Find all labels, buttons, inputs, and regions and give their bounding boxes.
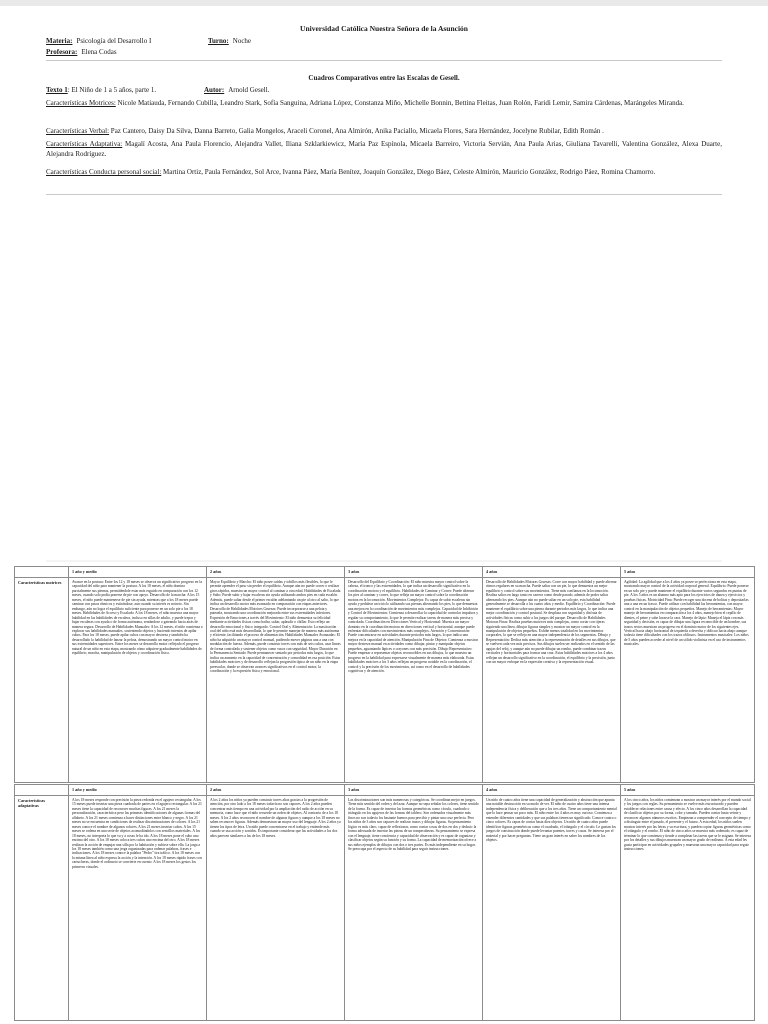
turno-value: Noche: [232, 37, 252, 45]
table-header-cell: 1 año y medio: [69, 567, 207, 578]
profesora-line: [46, 48, 117, 56]
divider: [46, 194, 722, 195]
table-header-row: [15, 567, 755, 578]
table-header-cell: 3 años: [345, 567, 483, 578]
group-label: Características Motrices:: [46, 99, 116, 107]
table-cell: [69, 796, 207, 1021]
group-names: Paz Cantero, Daisy Da Silva, Danna Barreto, Galia Mongelos, Araceli Coronel, Ana Almirón, Anika Paciallo, Micaela Flores, Sara Hernández, Jocelyne Rubilar, Edith Román .: [110, 127, 604, 135]
table-header-row: [15, 785, 755, 796]
cell-text: A los 18 meses responde con precisión la pieza redonda en el agujero rectangular. A los 15 meses puede insertar una pieza cuadrada de partes en el agujero rectangular. A los 21 meses tiene la capacidad de reconocer muchas figuras. A los 21 meses la personalización, característica pero las primeras identificaciones de algunas formas del alfabeto. A los 21 meses comienza a hacer distinciones entre blanco y negro. A los 21 meses no se encuentra en condiciones de realizar discriminaciones de colores. A los 21 meses conoce el nombre de algunos colores. A los 21 meses insertar cubos. A los 15 meses se ordena en una serie de objetos acomodándolos con sencillos materiales. A los 18 meses, no interpreta lo que va y a cosas le ha ido. A los 18 meses pone el cubo uno encima del otro. A los 18 meses coloca tres cubos uno encima del otro. A los 18 meses realizan la acción de empujar una silla por la habitación y subirse sobre ella. La jarga a los 18 meses también como una jerga organizadas para ordenar palabras, frases e indicaciones. A los 18 meses conoce la palabra "Pedro" tira tráfico. A los 18 meses con la misma línea al niño expresa la acción y la intención. A los 18 meses rápido frases con cartucheras, donde el ordinario se convierte en cuento. A los 18 meses los gestos los primeros visuales.: [72, 798, 202, 869]
cell-text: A los 2 años los niños ya pueden construir torres altas gracias a la progresión de atención, por otro lado a los 18 meses todavía no son capaces. A los 2 años pueden concentrar más tiempo en una actividad por la ampliación del radio de acción en su memoria, como hace que el niño recuerde un orden de objetos. Al contrario de a los 18 meses. A los 2 años reconocen el nombre de algunas figuras y aunque a los 18 meses no saben reconocer figuras. Además demuestran un mayor uso del lenguaje. A los 2 años ya tienen los tipos de letra. Un niño puede concentrarse en el trabajo y entiende más cuando se usa acción y sonidos. Es importante considerar que las actividades a los dos años parecen similares a las de los 18 meses.: [210, 798, 341, 838]
table-cell: [483, 796, 621, 1021]
materia-label: Materia:: [46, 37, 73, 45]
table-cell: [345, 796, 483, 1021]
table-header-cell: 4 años: [483, 567, 621, 578]
profesora-label: Profesora:: [46, 48, 78, 56]
table-header-cell: 5 años: [621, 567, 755, 578]
table-header-cell: 3 años: [345, 785, 483, 796]
group-label: Características Conducta personal social:: [46, 168, 162, 176]
cell-text: Desarrollo del Equilibrio y Coordinación: El niño muestra mayor control sobre la cabeza, el tronco y las extremidades, lo que indica un desarrollo significativo en la coordinación motora y el equilibrio. Habilidades de Caminar y Correr: Puede alternar los pies al caminar y correr, lo que refleja un mayor control sobre la coordinación motora en la locomoción. Movimientos Complejos: Es capaz de subir escaleras sin ayuda y pedalear un triciclo utilizando sus piernas alternando los pies, lo que demuestra una mejora en la coordinación de movimientos más complejos. Capacidad de Inhibición y Control de Movimientos: Comienza a desarrollar la capacidad de controlar impulsos y regular su comportamiento, lo que le permite realizar tareas de manera más precisa y controlada. Coordinación en Direcciones Vertical y Horizontal: Muestra un mayor dominio en la coordinación motora en direcciones vertical y horizontal, aunque puede enfrentar dificultades con movimientos más complejos. Atención y Concentración: Puede concentrarse en actividades durante periodos más largos, lo que indica una mejora en la capacidad de atención. Manipulación Fina de Objetos: Comienza a mostrar mayor destreza manual en actividades como dibujar, pintar y manipular objetos pequeños, aguantando lápices o crayones con más precisión. Dibujo Representativo: Puede empezar a representar objetos reconocibles en sus dibujos, lo que muestra un progreso en la habilidad para expresarse visualmente de manera más elaborada. Estas habilidades motrices a los 3 años reflejan un progreso notable en la coordinación, el control y la precisión de los movimientos, así como en el desarrollo de habilidades cognitivas y de atención.: [348, 580, 479, 674]
group-paragraph-verbal: [46, 127, 722, 137]
group-names: Martina Ortiz, Paula Fernández, Sol Arce, Ivanna Páez, María Benítez, Joaquín González, Diego Báez, Celeste Almirón, Mauricio González, Rodrigo Páez, Romina Chamorro.: [163, 168, 656, 176]
group-names: Magalí Acosta, Ana Paula Florencio, Alejandra Vallet, Iliana Szklarkiewicz, María Paz Espínola, Micaela Barreiro, Victoria Servián, Ana Paula Arias, Giuliana Tavarelli, Valentina González, Alexa Duarte, Alejandra Rodríguez.: [46, 140, 722, 158]
group-paragraph-adaptativa: [46, 140, 722, 159]
texto-label: Texto 1: [46, 86, 68, 94]
autor-label: Autor:: [204, 86, 225, 94]
profesora-value: Elena Codas: [81, 48, 117, 56]
table-header-cell: [15, 785, 69, 796]
page-top-bar: [0, 0, 768, 6]
table-header-cell: 4 años: [483, 785, 621, 796]
document-title: Cuadros Comparativos entre las Escalas de Gesell.: [308, 74, 460, 82]
group-label: Características Verbal:: [46, 127, 110, 135]
table-cell: [207, 796, 345, 1021]
comparison-table-motrices: [14, 566, 755, 783]
table-header-cell: 2 años: [207, 567, 345, 578]
turno-label: Turno:: [208, 37, 229, 45]
row-label: Características motrices: [15, 578, 69, 783]
materia-line: [46, 37, 151, 45]
page-gap: [46, 560, 722, 562]
row-label: Características adaptativas: [15, 796, 69, 1021]
table-cell: [345, 578, 483, 783]
divider: [46, 60, 722, 61]
table-cell: [621, 796, 755, 1021]
table-header-cell: 5 años: [621, 785, 755, 796]
cell-text: Mayor Equilibrio y Marcha: El niño posee caídas y tobillos más flexibles, lo que le permite aprender el paso sin perder el equilibrio. Aunque aún no puede correr o realizar giros rápidos, muestra un mayor control al caminar a otra edad. Habilidades de Escalada y Salto: Puede subir y bajar escaleras sin ayuda utilizando ambos pies en cada escalón. Además, puede saltar desde el primer escalón adelantando un pie al otro al salto, lo que indica un desarrollo motor más avanzado en comparación con etapas anteriores. Desarrollo de Habilidades Motrices Gruesas: Puede incorporarse a una pelota y pateaela, mostrando una coordinación mejorada entre sus extremidades inferiores. Expresión de Emociones a través del Movimiento: El niño demuestra su felicidad mediante actividades físicas como bailar, saltar, aplaudir o chillar. Esto refleja un desarrollo emocional y físico integrado. Control Oral y Alimentación: La masticación oral del niño está más desarrollada, lo que le permite manejar de manera más autónoma y eficiente, facilitando el proceso de alimentación. Habilidades Manuales Avanzadas: El niño ha adquirido un mayor control manual, pudiendo mover páginas una a una con modulación de fuerza. Además, puede construir torres con más de seis cubos, usar líneas de forma controlada y sostener objetos como vasos con seguridad. Mayor Duración en la Permanencia Sentado: Puede permanecer sentado por periodos más largos, lo que indica un aumento en la capacidad de concentración y comodidad en esa posición. Estas habilidades motrices y de desarrollo reflejan la progresión típica de un niño en la etapa preescolar, donde se observan avances significativos en el control motor, la coordinación y la expresión física y emocional.: [210, 580, 341, 674]
cell-text: Avance en la postura: Entre los 12 y 18 meses se observa un significativo progreso en la capacidad del niño para mantener la postura. A los 18 meses, el niño domina parcialmente sus piernas, permitiéndole estar más erguido en comparación con los 12 meses, cuando solo podía ponerse de pie con apoyo. Desarrollo de la marcha: A los 15 meses, el niño puede mantenerse de pie sin ayuda, mientras que a los 18 meses puede caminar con pasos rítmicos y estirándose, aun cuando su interés es notorio. Sin embargo, aún no logra el equilibrio suficiente para ponerse en un solo pie a los 18 meses. Habilidades de Acceso y Escalado: A los 18 meses, el niño muestra una mayor habilidad en las habilidades de escalera, incluso en sillas de adulto, y puede trepar y bajar escaleras con ayuda o de forma autónoma, sentándose o gateando hacia atrás de manera segura. Desarrollo de Habilidades Manuales: A los 12 meses, el niño comienza a explorar sus habilidades manuales, sosteniendo objetos y haciendo intentos de apilar cubos. Para los 18 meses, puede apilar cubos con mayor destreza y también ha desarrollado la habilidad de lanzar la pelota, demostrando un mayor control motor en sus extremidades superiores. Entre los meses se desarrolla motor reflejado el progreso natural de un niño en esta etapa, mostrando cómo adquiere gradualmente habilidades de equilibrio, marcha, manipulación de objetos y coordinación física.: [72, 580, 203, 656]
cell-text: Un niño de cuatro años tiene una capacidad de generalización y abstracción que apunta una notable destrucción en su modo de ver. El niño de cuatro años tiene una intensa independencia física y deliberación que a los tres años. Tiene un comportamiento mental que lo hace pensar un poco más. El niño entre los 4 años es muy curioso. Comienza a entender diferentes cantidades y que sus palabras tienen un significado. Conoce cuatro o cinco colores. Es capaz de contar hasta diez objetos. Un niño de cuatro años puede identificar figuras geométricas como el cuadrado, el triángulo y el círculo. Le gustan los juegos de construcción donde puede levantar puentes, torres y casas. Se interesa por el material y por hacer preguntas. Tiene un gran interés en saber los nombres de los objetos.: [486, 798, 617, 843]
texto-value: : El Niño de 1 a 5 años, parte 1.: [67, 86, 157, 94]
texto-line: [46, 86, 156, 94]
autor-value: Arnold Gesell.: [228, 86, 270, 94]
group-names: Nicole Matiauda, Fernando Cubilla, Leandro Stark, Sofía Sanguina, Adriana López, Constanza Miño, Michelle Bonnin, Bettina Fleitas, Juan Rolón, Faridi Lemir, Samira Cárdenas, Marángeles Miranda.: [117, 99, 684, 107]
table-cell: [207, 578, 345, 783]
table-header-cell: 1 año y medio: [69, 785, 207, 796]
autor-line: [204, 86, 269, 94]
cell-text: Agilidad: La agilidad que a los 4 años ya posee se perfecciona en esta etapa, mostrando mayor control de la actividad corporal general. Equilibrio: Puede ponerse en un solo pie y puede mantener el equilibrio durante varios segundos en puntas de pie. A los 5 años es un alumno más apto para los ejercicios de danza y ejercicios y pruebas físicas. Motricidad Fina: Puede recoger una docena de bolitas y depositarlas una a una en un frasco. Puede utilizar con habilidad las herramientas, con mayor control en la manipulación de objetos pequeños. Manejo de herramientas: Mayor manejo de herramientas en comparación a los 4 años, manejo bien el cepillo de dientes, el peine y sabe lavarse la cara. Manejo de lápiz: Maneja el lápiz con más seguridad y decisión, es capaz de dibujar una figura reconocible de un hombre, sus trazos rectos muestran un progreso en el dominio motor de los siguientes ejes. Vertical hacia abajo horizontal de izquierda a derecha y oblicuo hacia abajo aunque todavía tiene dificultades con los trazos oblicuos. Instrumentos musicales: Los niños de 5 años pueden acceder al nivel de un sólido violinista en el uso de instrumentos musicales.: [624, 580, 749, 647]
comparison-table-adaptativas: [14, 784, 755, 1021]
group-paragraph-social: [46, 168, 722, 178]
cell-text: Desarrollo de Habilidades Motoras Gruesas: Corre con mayor habilidad y puede alternar ritmos regulares en su marcha. Puede saltar con un pie, lo que demuestra un mejor equilibrio y control sobre sus movimientos. Tiene más confianza en la locomoción. Realiza saltos en largo tanto en carrera como desde parado, además de poder saltar alternando los pies. Aunque aún no puede saltar en un solo pie, esta habilidad generalmente se desarrolla a los cuatro años y medio. Equilibrio y Coordinación: Puede mantener el equilibrio sobre una pierna durante periodos más largos, lo que indica una mejor coordinación y control postural. Se desplaza con seguridad y disfruta de actividades físicas como subir a los juegos del parque. Desarrollo de Habilidades Motoras Finas: Realiza pruebas motrices más complejas, como cortar con tijeras siguiendo una línea, dibujar figuras simples y mostrar un mayor control en la manipulación de objetos pequeños. Exhibe menos totalidad en los movimientos corporales, lo que se refleja en una mayor independencia de los segmentos. Dibujo y Representación: Dedica más atención a la representación de detalles en sus dibujos, que se vuelven cada vez más precisos. Sus dibujos suelen ser realizados en el sentido de las agujas del reloj, y aunque aún no puede dibujar un rombo, puede combinar trazos verticales y horizontales para formar una cruz. Estas habilidades motrices a los 4 años reflejan un desarrollo significativo en la coordinación, el equilibrio y la precisión, junto con un mayor enfoque en la expresión creativa y la representación visual.: [486, 580, 617, 665]
cell-text: Las discriminaciones son más numerosas y categóricas. Se coordinan mejor en juegos. Tiene más sentido del orden y del azar. Aunque no sepa señalar los colores, tiene sentido de la forma. Es capaz de insertar las formas geométricas como círculo, cuadrado o triángulo en los agujeros de las formas del tablero. Son ordenados visualmente más finos no son todavía los bastante buenos para percibir y pintar una cruz perfecta. Pero los niños de 3 años son capaces de realizar trazos y dibujar figuras. Su pensamiento lógico es más claro, capaz de reflexionar, como contar cosas de dos en dos y deducir la forma adecuada de insertar las piezas de un rompecabezas. Su pensamiento se expresa con el lenguaje, tiene conciencia y capacidad de observación y es capaz de organizar y clasificar objetos según su función y su forma. La capacidad de memorización ofrece a sus niños ejemplos de dibujos con dos o tres partes. Es más independiente en su hogar. Se preocupa por el aspecto de su habilidad para seguir instrucciones.: [348, 798, 479, 851]
table-header-cell: 2 años: [207, 785, 345, 796]
turno-line: [208, 37, 251, 45]
cell-text: A los cinco años, los niños comienzan a mostrar un mayor interés por el mundo social y los juegos con reglas. Su pensamiento se vuelve más estructurado y pueden establecer relaciones entre causa y efecto. A los cinco años desarrollan la capacidad de clasificar objetos por su forma, color y tamaño. Pueden contar hasta veinte y reconocer algunos números escritos. Empiezan a comprender el concepto de tiempo y a distinguir entre el pasado, el presente y el futuro. A esta edad, los niños suelen mostrar interés por las letras y su escritura, y pueden copiar figuras geométricas como el triángulo y el rombo. El niño de cinco años se muestra más ordenado, es capaz de terminar lo que comienza y tiende a completar las tareas que se le asignan. Se interesa por los detalles y sus dibujos muestran un mayor grado de realismo. A esta edad les gusta participar en actividades grupales y muestran una mayor capacidad para seguir instrucciones.: [624, 798, 751, 851]
table-header-cell: [15, 567, 69, 578]
table-cell: [69, 578, 207, 783]
table-row: [15, 796, 755, 1021]
university-name: Universidad Católica Nuestra Señora de la Asunción: [300, 24, 468, 33]
materia-value: Psicología del Desarrollo I: [76, 37, 152, 45]
group-label: Características Adaptativa:: [46, 140, 123, 148]
table-row: [15, 578, 755, 783]
group-paragraph-motrices: [46, 99, 722, 109]
table-cell: [621, 578, 755, 783]
table-cell: [483, 578, 621, 783]
